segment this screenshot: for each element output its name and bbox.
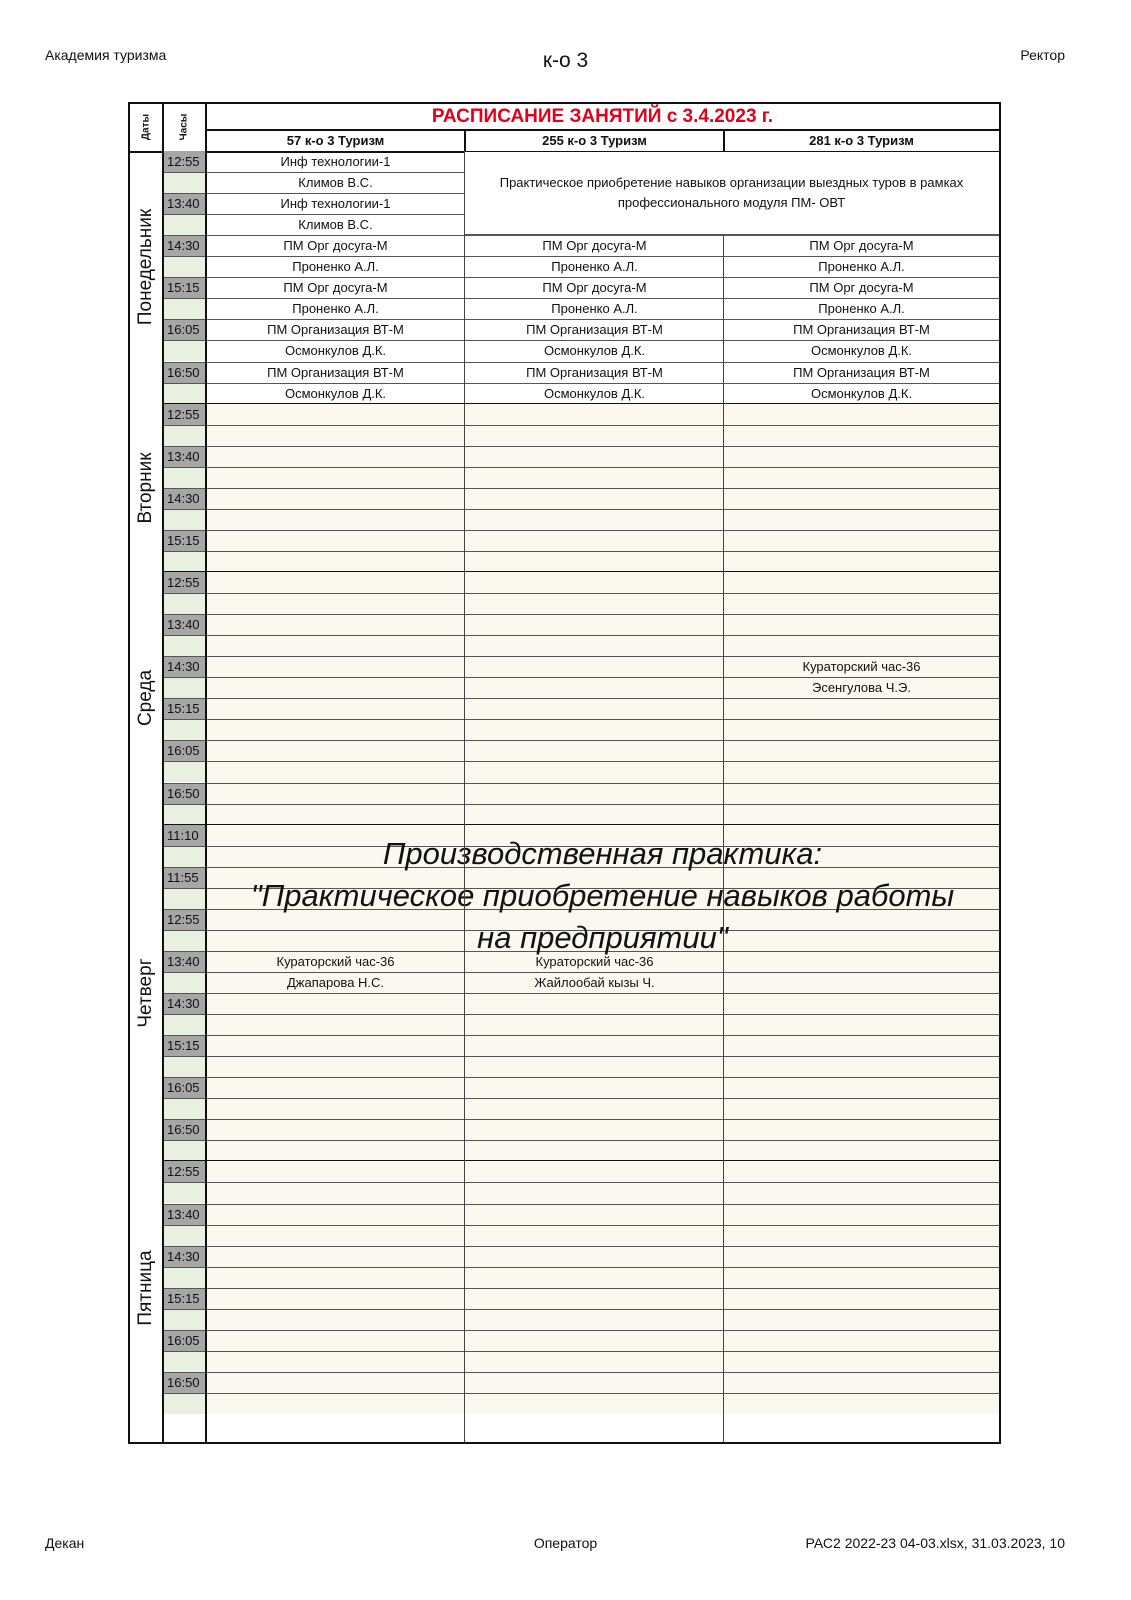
lesson-cell: Кураторский час-36 — [535, 953, 654, 969]
lesson-cell: ПМ Орг досуга-М — [542, 238, 647, 254]
lesson-cell: ПМ Организация ВТ-М — [526, 364, 663, 380]
lesson-cell: Эсенгулова Ч.Э. — [811, 680, 911, 696]
course-title: к-о 3 — [542, 49, 589, 72]
lesson-cell: ПМ Орг досуга-М — [542, 280, 647, 296]
schedule-table — [128, 102, 1001, 1444]
time-slot: 15:15 — [167, 280, 200, 296]
organization-name: Академия туризма — [45, 47, 167, 63]
time-slot: 15:15 — [167, 1038, 200, 1054]
group-header-3: 281 к-о 3 Туризм — [809, 133, 914, 148]
time-slot: 11:55 — [167, 869, 199, 885]
dates-column-header: Даты — [140, 113, 152, 141]
time-slot: 15:15 — [167, 532, 200, 548]
time-slot: 14:30 — [167, 238, 200, 254]
operator-label: Оператор — [533, 1535, 598, 1551]
lesson-cell: Кураторский час-36 — [276, 953, 395, 969]
lesson-cell: Жайлообай кызы Ч. — [534, 974, 655, 990]
lesson-cell: Джапарова Н.С. — [286, 974, 385, 990]
time-slot: 16:50 — [167, 785, 200, 801]
time-slot: 12:55 — [167, 575, 200, 590]
day-label-2: Среда — [135, 670, 156, 727]
time-slot: 13:40 — [167, 953, 200, 969]
lesson-cell: Осмонкулов Д.К. — [810, 343, 913, 359]
lesson-cell: ПМ Организация ВТ-М — [267, 322, 404, 338]
time-slot: 16:05 — [167, 1080, 200, 1096]
lesson-cell: Осмонкулов Д.К. — [810, 385, 913, 401]
dean-label: Декан — [45, 1535, 85, 1551]
time-slot: 14:30 — [167, 659, 200, 675]
time-slot: 15:15 — [167, 701, 200, 717]
time-slot: 14:30 — [167, 490, 200, 506]
time-slot: 14:30 — [167, 1248, 200, 1264]
time-slot: 13:40 — [167, 617, 200, 633]
lesson-cell: Проненко А.Л. — [818, 259, 905, 275]
lesson-cell: Осмонкулов Д.К. — [284, 385, 387, 401]
time-slot: 13:40 — [167, 1206, 200, 1222]
lesson-cell: Проненко А.Л. — [818, 301, 905, 317]
rector-label: Ректор — [1020, 47, 1065, 63]
lesson-cell: Осмонкулов Д.К. — [284, 343, 387, 359]
lesson-cell: ПМ Организация ВТ-М — [793, 364, 930, 380]
lesson-cell: Кураторский час-36 — [802, 659, 921, 675]
time-slot: 12:55 — [167, 911, 200, 927]
lesson-cell: Проненко А.Л. — [551, 301, 638, 317]
lesson-cell: Осмонкулов Д.К. — [543, 385, 646, 401]
lesson-cell: Проненко А.Л. — [292, 259, 379, 275]
practice-banner-line: на предприятии" — [477, 919, 728, 955]
schedule-title: РАСПИСАНИЕ ЗАНЯТИЙ с 3.4.2023 г. — [431, 106, 774, 127]
practice-banner-line: "Практическое приобретение навыков работы — [250, 877, 955, 913]
lesson-cell: Инф технологии-1 — [280, 154, 391, 169]
day-label-3: Четверг — [135, 958, 156, 1028]
practice-banner-line: Производственная практика: — [382, 835, 823, 871]
day-label-4: Пятница — [135, 1250, 156, 1326]
lesson-cell: Климов В.С. — [298, 175, 373, 191]
lesson-cell: ПМ Организация ВТ-М — [267, 364, 404, 380]
day-label-0: Понедельник — [135, 209, 156, 326]
file-info: РАС2 2022-23 04-03.xlsx, 31.03.2023, 10 — [805, 1535, 1065, 1551]
time-slot: 16:50 — [167, 1122, 200, 1138]
group-header-1: 57 к-о 3 Туризм — [286, 133, 385, 148]
time-slot: 12:55 — [167, 154, 200, 169]
time-slot: 16:05 — [167, 1332, 200, 1348]
practice-note-cell: Практическое приобретение навыков организации выездных туров в рамках профессионального модуля ПМ- ОВТ — [464, 152, 999, 235]
time-slot: 11:10 — [167, 827, 199, 843]
lesson-cell: Проненко А.Л. — [292, 301, 379, 317]
day-label-1: Вторник — [135, 452, 156, 524]
time-slot: 12:55 — [167, 406, 200, 422]
lesson-cell: Климов В.С. — [298, 217, 373, 233]
lesson-cell: ПМ Организация ВТ-М — [793, 322, 930, 338]
lesson-cell: Инф технологии-1 — [280, 196, 391, 212]
hours-column-header: Часы — [178, 113, 190, 141]
time-slot: 16:05 — [167, 743, 200, 759]
lesson-cell: ПМ Орг досуга-М — [809, 238, 914, 254]
time-slot: 16:50 — [167, 364, 200, 380]
time-slot: 14:30 — [167, 996, 200, 1011]
time-slot: 13:40 — [167, 196, 200, 212]
lesson-cell: ПМ Орг досуга-М — [283, 280, 388, 296]
group-header-2: 255 к-о 3 Туризм — [542, 133, 647, 148]
time-slot: 12:55 — [167, 1164, 200, 1180]
time-slot: 13:40 — [167, 448, 200, 464]
time-slot: 15:15 — [167, 1290, 200, 1306]
lesson-cell: Осмонкулов Д.К. — [543, 343, 646, 359]
time-slot: 16:05 — [167, 322, 200, 338]
lesson-cell: Проненко А.Л. — [551, 259, 638, 275]
time-slot: 16:50 — [167, 1374, 200, 1390]
lesson-cell: ПМ Организация ВТ-М — [526, 322, 663, 338]
lesson-cell: ПМ Орг досуга-М — [283, 238, 388, 254]
lesson-cell: ПМ Орг досуга-М — [809, 280, 914, 296]
